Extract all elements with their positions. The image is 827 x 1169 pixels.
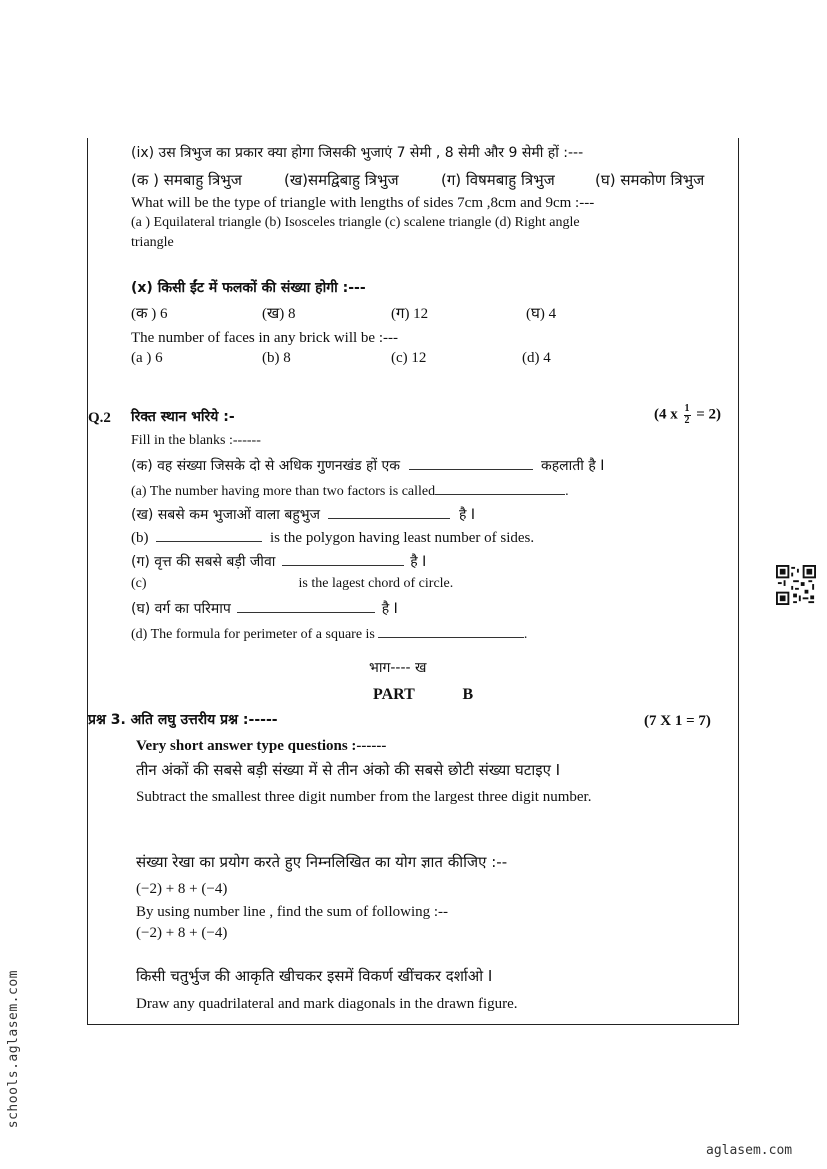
q2-b-hindi-post: है I — [458, 507, 475, 523]
q2-b-english-post: is the polygon having least number of sides. — [270, 530, 535, 546]
q3-title: प्रश्न 3. अति लघु उत्तरीय प्रश्न :----- — [88, 712, 278, 728]
q2-a-hindi-post: कहलाती है I — [540, 458, 605, 474]
q2-c-english — [131, 577, 453, 591]
part-english-right: B — [462, 686, 474, 703]
q2-a-hindi — [131, 457, 604, 473]
q1-x-hindi-option-b: (ख) 8 — [262, 306, 296, 322]
q2-marks-fraction-den: 2 — [684, 414, 690, 426]
q2-c-hindi-post: है I — [410, 554, 427, 570]
q3-ii-expression-english: (−2) + 8 + (−4) — [136, 925, 228, 941]
q2-a-english-text: (a) The number having more than two factors is called — [131, 484, 436, 499]
q1-x-english-option-c: (c) 12 — [391, 350, 427, 366]
q2-d-hindi — [131, 600, 398, 616]
q2-b-hindi-blank — [328, 506, 450, 519]
q1-x-hindi-option-d: (घ) 4 — [526, 306, 557, 322]
q2-b-english — [131, 529, 534, 546]
q3-iii-english: Draw any quadrilateral and mark diagonals in the drawn figure. — [136, 996, 518, 1012]
q1-ix-hindi-option-d: (घ) समकोण त्रिभुज — [595, 171, 705, 189]
part-english-left: PART — [373, 686, 415, 703]
q1-x-english-option-a: (a ) 6 — [131, 350, 163, 366]
q1-ix-hindi-option-b: (ख)समद्विबाहु त्रिभुज — [284, 171, 399, 189]
q1-x-english-question: The number of faces in any brick will be :--- — [131, 330, 398, 346]
q2-a-hindi-blank — [409, 457, 533, 470]
q3-ii-hindi: संख्या रेखा का प्रयोग करते हुए निम्नलिखित का योग ज्ञात कीजिए :-- — [136, 853, 508, 871]
q2-number: Q.2 — [88, 410, 111, 426]
q1-ix-hindi-option-c: (ग) विषमबाहु त्रिभुज — [441, 171, 555, 189]
q2-c-hindi-pre: (ग) वृत्त की सबसे बड़ी जीवा — [131, 554, 276, 570]
part-english-heading — [373, 687, 473, 703]
footer-watermark: aglasem.com — [706, 1143, 793, 1158]
q2-d-hindi-post: है I — [381, 601, 398, 617]
q2-marks-fraction — [684, 404, 691, 426]
q2-c-english-pre: (c) — [131, 576, 147, 591]
q2-d-english — [131, 625, 527, 642]
q2-a-english-end: . — [565, 484, 569, 499]
q3-subtitle: Very short answer type questions :------ — [136, 738, 387, 754]
q1-ix-english-options-cont: triangle — [131, 235, 174, 250]
q2-marks-suffix: = 2) — [696, 406, 722, 423]
q2-marks — [654, 404, 721, 426]
q2-b-hindi-pre: (ख) सबसे कम भुजाओं वाला बहुभुज — [131, 507, 321, 523]
q1-x-hindi-option-a: (क ) 6 — [131, 306, 168, 322]
q3-i-english: Subtract the smallest three digit number from the largest three digit number. — [136, 789, 592, 805]
q2-d-english-blank — [378, 625, 524, 638]
q1-x-hindi-question: (x) किसी ईंट में फलकों की संख्या होगी :--- — [131, 280, 366, 296]
q2-d-english-text: (d) The formula for perimeter of a square is — [131, 627, 375, 642]
side-watermark: schools.aglasem.com — [6, 970, 21, 1129]
q2-b-hindi — [131, 506, 475, 522]
q1-ix-english-options: (a ) Equilateral triangle (b) Isosceles triangle (c) scalene triangle (d) Right angle — [131, 215, 580, 230]
q2-marks-prefix: (4 x — [654, 406, 678, 423]
q3-ii-expression: (−2) + 8 + (−4) — [136, 881, 228, 897]
q2-a-english-blank — [435, 482, 565, 495]
q2-marks-fraction-num: 1 — [684, 403, 690, 414]
q2-d-hindi-pre: (घ) वर्ग का परिमाप — [131, 601, 231, 617]
q1-ix-hindi-question: (ix) उस त्रिभुज का प्रकार क्या होगा जिसकी भुजाएं 7 सेमी , 8 सेमी और 9 सेमी हों :--- — [131, 145, 584, 161]
qr-code-icon — [776, 565, 816, 605]
q1-ix-english-question: What will be the type of triangle with lengths of sides 7cm ,8cm and 9cm :--- — [131, 195, 595, 211]
q2-b-english-blank — [156, 529, 262, 542]
q1-x-english-option-b: (b) 8 — [262, 350, 291, 366]
q2-subtitle: Fill in the blanks :------ — [131, 433, 261, 448]
q2-b-english-pre: (b) — [131, 530, 149, 546]
q2-d-hindi-blank — [237, 600, 375, 613]
q2-c-hindi-blank — [282, 553, 404, 566]
q3-ii-english: By using number line , find the sum of following :-- — [136, 904, 449, 920]
q2-a-english — [131, 482, 569, 499]
q2-c-english-post: is the lagest chord of circle. — [298, 576, 454, 591]
q3-marks: (7 X 1 = 7) — [644, 713, 711, 729]
q3-iii-hindi: किसी चतुर्भुज की आकृति खीचकर इसमें विकर्ण खींचकर दर्शाओ I — [136, 967, 493, 985]
q3-i-hindi: तीन अंकों की सबसे बड़ी संख्या में से तीन अंको की सबसे छोटी संख्या घटाइए I — [136, 761, 561, 779]
q2-a-hindi-pre: (क) वह संख्या जिसके दो से अधिक गुणनखंड हों एक — [131, 458, 401, 474]
q1-ix-hindi-option-a: (क ) समबाहु त्रिभुज — [131, 171, 242, 189]
part-hindi-heading: भाग---- ख — [369, 660, 427, 676]
q1-x-hindi-option-c: (ग) 12 — [391, 306, 429, 322]
q1-x-english-option-d: (d) 4 — [522, 350, 551, 366]
q2-c-hindi — [131, 553, 426, 569]
q2-d-english-end: . — [523, 627, 528, 642]
q2-title: रिक्त स्थान भरिये :- — [131, 409, 235, 425]
